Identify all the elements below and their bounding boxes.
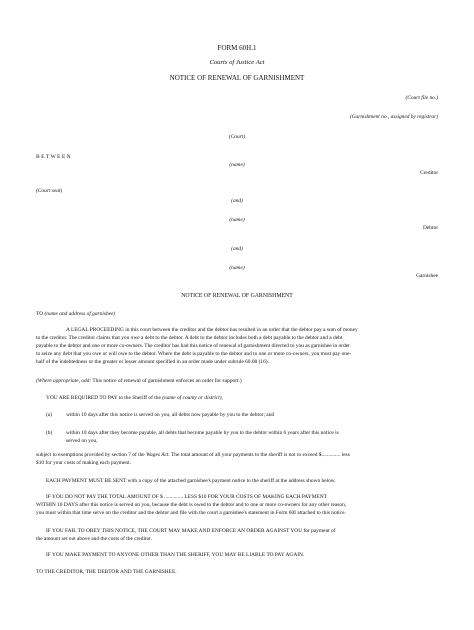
- to-label: TO: [36, 311, 44, 317]
- debtor-name: (name): [229, 217, 245, 223]
- form-number: FORM 60H.1: [217, 44, 257, 52]
- garnishee-address: (name and address of garnishee): [44, 311, 116, 317]
- court-name: (Court): [228, 134, 246, 140]
- creditor-label: Creditor: [420, 170, 438, 176]
- payment-warning: IF YOU MAKE PAYMENT TO ANYONE OTHER THAN THE SHERIFF, YOU MAY BE LIABLE TO PAY AGAIN.: [46, 552, 305, 558]
- to-line: [36, 311, 115, 319]
- wages-act: Wages Act.: [146, 452, 170, 458]
- subject-line1-b: The total amount of all your payments to the sheriff is not to exceed $.............. less: [171, 452, 350, 458]
- item-b-line2: served on you,: [66, 437, 98, 444]
- subject-line2: $10 for your costs of making each payment.: [36, 459, 131, 466]
- where-appropriate: [36, 378, 242, 386]
- garnishee-label: Garnishee: [416, 273, 438, 279]
- ifnot-line3: you must within that time serve on the creditor and the debtor and file with the court a garnishee's statement in Form 60I attached to this notice.: [36, 509, 346, 516]
- ifnot-line1: IF YOU DO NOT PAY THE TOTAL AMOUNT OF $ .............. LESS $10 FOR YOUR COSTS OF MAKING EACH PAYMENT: [46, 494, 327, 500]
- notice-subtitle: NOTICE OF RENEWAL OF GARNISHMENT: [181, 293, 293, 299]
- subject-to-exemptions: [36, 452, 350, 468]
- court-act: Courts of Justice Act: [209, 59, 265, 66]
- required-text: YOU ARE REQUIRED TO PAY to the Sheriff of the: [46, 395, 161, 401]
- document-title: NOTICE OF RENEWAL OF GARNISHMENT: [169, 74, 305, 82]
- paragraph-legal-proceeding: [36, 327, 438, 367]
- para1-line2: to the creditor. The creditor claims that you owe a debt to the debtor. A debt to the debtor includes both a debt payable to the debtor and a debt: [36, 334, 343, 341]
- and-1: (and): [231, 198, 243, 204]
- item-a: [36, 412, 438, 421]
- closing-line: TO THE CREDITOR, THE DEBTOR AND THE GARNISHEE.: [36, 569, 177, 575]
- para1-line1: A LEGAL PROCEEDING in this court between the creditor and the debtor has resulted in an order that the debtor pay a sum of money: [66, 327, 358, 333]
- creditor-name: (name): [229, 162, 245, 168]
- para1-line3: payable to the debtor and one or more co-owners. The creditor has had this notice of renewal of garnishment directed to you as garnishee in order: [36, 342, 350, 349]
- item-a-label: (a): [46, 412, 52, 418]
- and-2: (and): [231, 246, 243, 252]
- county-district: (name of county or district),: [162, 395, 223, 401]
- item-b-label: (b): [46, 430, 53, 436]
- item-b-text: [66, 430, 438, 446]
- item-a-text: within 10 days after this notice is served on you, all debts now payable by you to the debtor; and: [66, 412, 275, 418]
- fail-line2: the amount set out above and the costs of the creditor.: [36, 535, 153, 542]
- where-appropriate-label: (Where appropriate, add:: [36, 378, 92, 384]
- ifnot-line2: WITHIN 10 DAYS after this notice is served on you, because the debt is owed to the debtor and to one or more co-owners for any other reason,: [36, 501, 347, 508]
- garnishee-name: (name): [229, 265, 245, 271]
- item-b: [36, 430, 438, 447]
- subject-line1: [36, 452, 350, 460]
- each-payment: EACH PAYMENT MUST BE SENT with a copy of the attached garnishee's payment notice to the sheriff at the address shown below.: [46, 478, 336, 484]
- para1-line5: half of the indebtedness or the greater or lesser amount specified in an order made under subrule 60.08 (16).: [36, 358, 269, 365]
- para1-line4: to seize any debt that you owe or will owe to the debtor. Where the debt is payable to the debtor and to one or more co-owners, you must pay one-: [36, 350, 352, 357]
- subject-line1-a: subject to exemptions provided by section 7 of the: [36, 452, 145, 458]
- court-seal: (Court seal): [36, 188, 63, 194]
- debtor-label: Debtor: [423, 225, 438, 231]
- if-not-paid: [36, 494, 438, 518]
- where-appropriate-text: This notice of renewal of garnishment enforces an order for support.): [92, 378, 242, 384]
- required-to-pay: [36, 395, 223, 403]
- garnishment-no: (Garnishment no., assigned by registrar): [349, 114, 438, 120]
- court-file-no: (Court file no.): [405, 95, 438, 101]
- fail-line1: IF YOU FAIL TO OBEY THIS NOTICE, THE COURT MAY MAKE AND ENFORCE AN ORDER AGAINST YOU for payment of: [46, 528, 336, 534]
- item-b-line1: within 10 days after they become payable, all debts that become payable by you to the debtor within 6 years after this notice is: [66, 430, 339, 436]
- between-label: B E T W E E N: [36, 154, 71, 160]
- if-fail-to-obey: [36, 528, 438, 544]
